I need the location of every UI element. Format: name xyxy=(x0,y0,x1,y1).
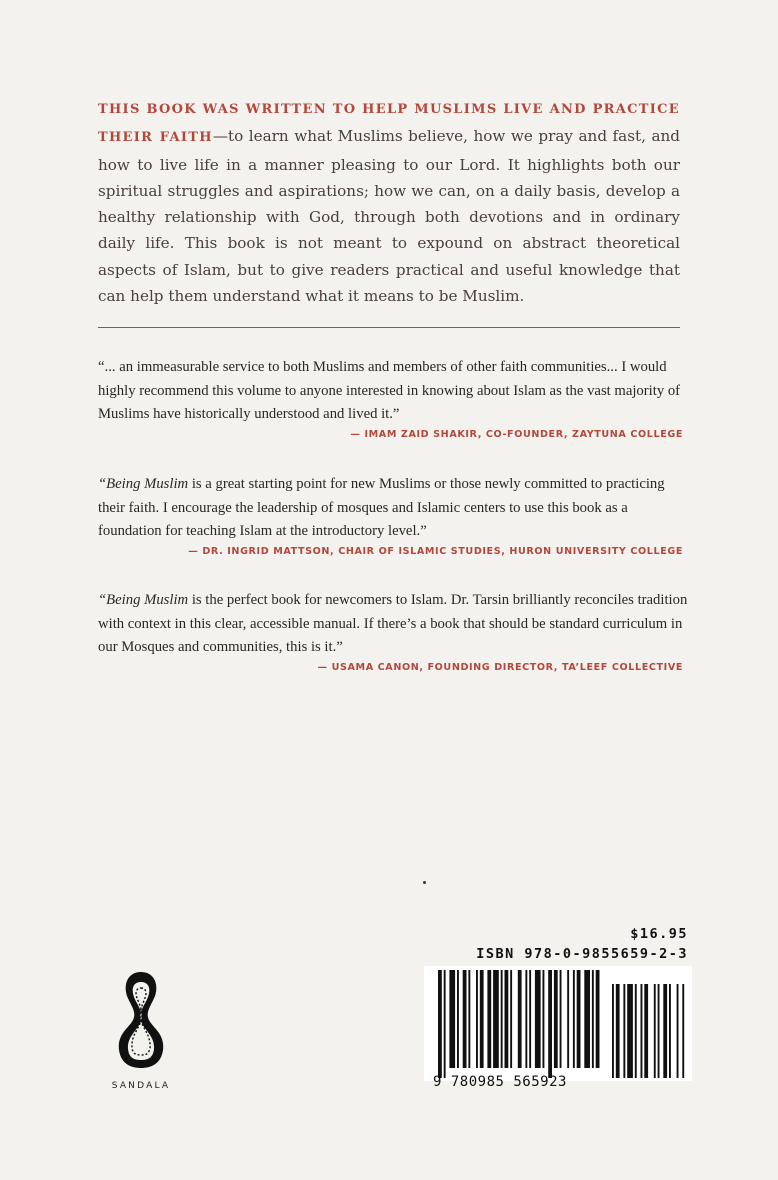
quote-1-attribution: — IMAM ZAID SHAKIR, CO-FOUNDER, ZAYTUNA COLLEGE xyxy=(350,429,683,440)
barcode-bar xyxy=(577,970,581,1068)
barcode-bar xyxy=(560,970,562,1068)
addon-bar xyxy=(677,984,679,1078)
barcode-bar xyxy=(487,970,491,1068)
addon-bar xyxy=(627,984,633,1078)
quote-2-title: “Being Muslim xyxy=(98,476,189,492)
divider xyxy=(98,327,680,328)
barcode-bar xyxy=(510,970,512,1068)
quote-2 xyxy=(98,473,688,544)
barcode-bar xyxy=(449,970,455,1068)
barcode-digits: 9 780985 565923 xyxy=(433,1074,567,1090)
quote-3 xyxy=(98,589,688,660)
barcode-bar xyxy=(535,970,541,1068)
addon-bar xyxy=(654,984,656,1078)
barcode-bar xyxy=(518,970,522,1068)
barcode-bar xyxy=(573,970,575,1068)
sandala-logo-icon xyxy=(109,968,173,1072)
quote-1 xyxy=(98,356,688,427)
barcode-bar xyxy=(554,970,558,1068)
barcode-bar xyxy=(529,970,531,1068)
addon-bar xyxy=(623,984,625,1078)
addon-bar xyxy=(635,984,637,1078)
barcode-bar xyxy=(592,970,594,1068)
quote-2-text: is a great starting point for new Muslims or those newly committed to practicing their faith. I encourage the leadership of mosques and Islamic centers to use this book as a foundation for teaching Islam at the introductory level.” xyxy=(98,476,665,539)
addon-bar xyxy=(644,984,648,1078)
speck xyxy=(423,881,426,884)
quote-3-attribution: — USAMA CANON, FOUNDING DIRECTOR, TA’LEEF COLLECTIVE xyxy=(317,662,683,673)
barcode-icon xyxy=(424,966,692,1081)
barcode-bar xyxy=(480,970,484,1068)
barcode-bar xyxy=(468,970,470,1068)
addon-bar xyxy=(612,984,614,1078)
addon-bar xyxy=(616,984,620,1078)
barcode-bar xyxy=(501,970,503,1068)
barcode-bar xyxy=(584,970,590,1068)
barcode-bar xyxy=(548,970,552,1078)
barcode-bar xyxy=(525,970,527,1068)
barcode-bar xyxy=(457,970,459,1068)
quote-2-attribution: — DR. INGRID MATTSON, CHAIR OF ISLAMIC STUDIES, HURON UNIVERSITY COLLEGE xyxy=(188,546,683,557)
barcode-bar xyxy=(505,970,509,1068)
barcode-bar xyxy=(543,970,545,1068)
addon-bar xyxy=(669,984,671,1078)
quote-3-title: “Being Muslim xyxy=(98,592,189,608)
quote-3-text: is the perfect book for newcomers to Islam. Dr. Tarsin brilliantly reconciles tradition with context in this clear, accessible manual. If there’s a book that should be standard curriculum in our Mosques and communities, this is it.” xyxy=(98,592,688,655)
barcode-bar xyxy=(493,970,499,1068)
barcode-bar xyxy=(438,970,442,1078)
barcode-bar xyxy=(567,970,569,1068)
addon-bar xyxy=(663,984,667,1078)
barcode-bar xyxy=(596,970,600,1068)
price: $16.95 xyxy=(630,926,688,942)
intro-paragraph xyxy=(98,95,680,309)
addon-bar xyxy=(641,984,643,1078)
barcode-bar xyxy=(463,970,467,1068)
intro-body: —to learn what Muslims believe, how we pray and fast, and how to live life in a manner pleasing to our Lord. It highlights both our spiritual struggles and aspirations; how we can, on a daily basis, develop a healthy relationship with God, through both devotions and in ordinary daily life. This book is not meant to expound on abstract theoretical aspects of Islam, but to give readers practical and useful knowledge that can help them understand what it means to be Muslim. xyxy=(98,127,681,306)
barcode-bar xyxy=(476,970,478,1068)
addon-bar xyxy=(658,984,660,1078)
isbn: ISBN 978-0-9855659-2-3 xyxy=(476,946,688,962)
quote-1-text: “... an immeasurable service to both Muslims and members of other faith communities... I would highly recommend this volume to anyone interested in knowing about Islam as the vast majority of Muslims have historically understood and lived it.” xyxy=(98,359,681,422)
publisher-name: SANDALA xyxy=(111,1081,171,1091)
intro-lead: THIS BOOK WAS WRITTEN TO HELP MUSLIMS LIVE AND PRACTICE THEIR FAITH xyxy=(98,102,680,146)
addon-bar xyxy=(682,984,684,1078)
barcode-bar xyxy=(444,970,446,1078)
